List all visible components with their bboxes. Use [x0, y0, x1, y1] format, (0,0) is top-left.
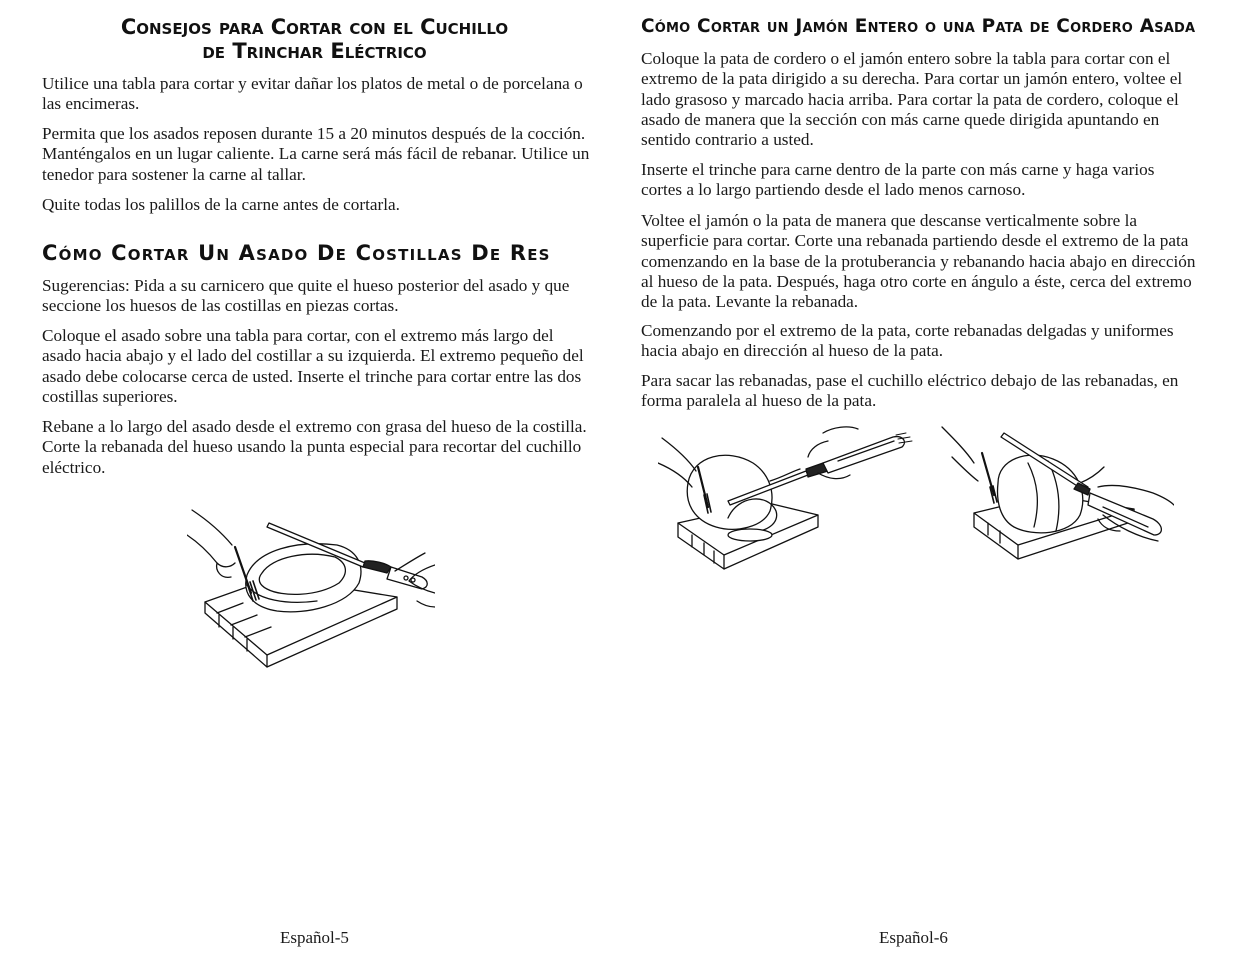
ham-paragraph-3: Voltee el jamón o la pata de manera que descanse verticalmente sobre la superficie para cortar. Corte una rebanada partiendo desde el extremo de la pata comenzando en la base de la protuberancia y rebanando hacia abajo en dirección al hueso de la pata. Después, haga otro corte en ángulo a éste, cerca del extremo de la pata. Levante la rebanada. — [641, 211, 1196, 312]
ham-first-cut-illustration — [658, 423, 918, 571]
ham-paragraph-4: Comenzando por el extremo de la pata, corte rebanadas delgadas y uniformes hacia abajo en dirección al hueso de la pata. — [641, 321, 1174, 361]
section-title-line-2: de Trinchar Eléctrico — [202, 39, 427, 63]
section-title-ham-leg-of-lamb: Cómo Cortar un Jamón Entero o una Pata de Cordero Asada — [641, 16, 1196, 37]
tips-paragraph-1: Utilice una tabla para cortar y evitar dañar los platos de metal o de porcelana o las encimeras. — [42, 74, 583, 114]
ham-paragraph-2: Inserte el trinche para carne dentro de la parte con más carne y haga varios cortes a lo largo partiendo desde el lado menos carnoso. — [641, 160, 1155, 200]
section-title-rib-roast: Cómo Cortar Un Asado De Costillas De Res — [42, 241, 551, 265]
tips-paragraph-3: Quite todas los palillos de la carne antes de cortarla. — [42, 195, 400, 214]
tips-paragraph-2: Permita que los asados reposen durante 15 a 20 minutos después de la cocción. Manténgalos en un lugar caliente. La carne será más fácil de rebanar. Utilice un tenedor para sostener la carne al tallar. — [42, 124, 590, 184]
rib-roast-paragraph-1: Sugerencias: Pida a su carnicero que quite el hueso posterior del asado y que seccione los huesos de las costillas en piezas cortas. — [42, 276, 570, 316]
page-number-left: Español-5 — [280, 928, 349, 947]
rib-roast-paragraph-2: Coloque el asado sobre una tabla para cortar, con el extremo más largo del asado hacia abajo y el lado del costillar a su izquierda. El extremo pequeño del asado debe colocarse cerca de usted. Inserte el trinche para cortar entre las dos costillas superiores. — [42, 326, 584, 406]
section-title-line-1: Consejos para Cortar con el Cuchillo — [120, 15, 509, 39]
ham-slicing-illustration — [938, 423, 1174, 563]
section-title-cutting-tips — [42, 15, 587, 63]
rib-roast-carving-illustration — [187, 505, 435, 670]
page-number-right: Español-6 — [879, 928, 948, 947]
ham-paragraph-5: Para sacar las rebanadas, pase el cuchillo eléctrico debajo de las rebanadas, en forma paralela al hueso de la pata. — [641, 371, 1179, 411]
rib-roast-paragraph-3: Rebane a lo largo del asado desde el extremo con grasa del hueso de la costilla. Corte la rebanada del hueso usando la punta especial para recortar del cuchillo eléctrico. — [42, 417, 587, 477]
ham-paragraph-1: Coloque la pata de cordero o el jamón entero sobre la tabla para cortar con el extremo de la pata dirigido a su derecha. Para cortar un jamón entero, voltee el lado grasoso y marcado hacia arriba. Para cortar la pata de cordero, coloque el asado de manera que la sección con más carne quede dirigida apuntando en sentido contrario a usted. — [641, 49, 1183, 150]
